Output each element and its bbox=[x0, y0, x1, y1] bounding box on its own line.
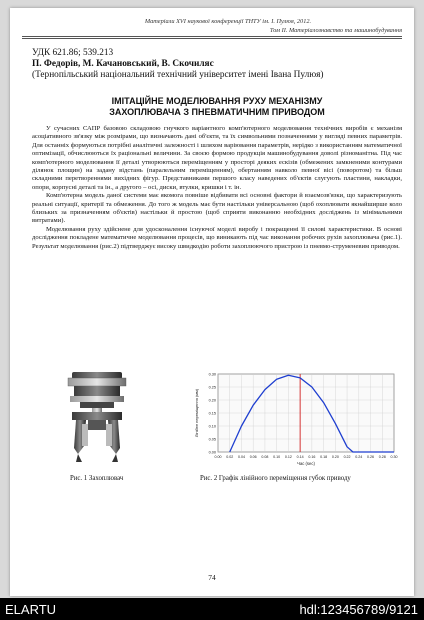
x-tick-label: 0.20 bbox=[331, 455, 339, 459]
plot-area bbox=[194, 372, 398, 466]
paragraph-1: У сучасних САПР базовою складовою гнучкого варіантного комп'ютерного моделювання технічних виробів є механізм асоціативного зв'язку між розмірами, що визначають дані об'єкти, та їх символьними позначеннями у вигляді певних параметрів. Для останніх формуються потрібні аналітичні залежності і шляхом варіювання параметрів, нерідко з використанням математичної оптимізації, обчислюються їх раціональні величини. За своєю формою продукція машинобудування доволі різноманітна. Під час комп'ютерного моделювання її деталі утворюються переміщенням у просторі деяких ескізів (обмежених замкненими контурами ділянок площин) на задану відстань (паралельним переміщенням), обертанням навколо певної вісі (поворотом) та більш складними перетвореннями вихідних фігур. Представниками першого класу наведених об'єктів слугують пластини, накладки, опори, корпусні деталі та ін., а другого – осі, диски, втулки, кришки і т. ін. bbox=[32, 125, 402, 191]
title-line-1: ІМІТАЦІЙНЕ МОДЕЛЮВАННЯ РУХУ МЕХАНІЗМУ bbox=[111, 96, 323, 106]
x-tick-label: 0.28 bbox=[378, 455, 386, 459]
y-tick-label: 0.30 bbox=[208, 372, 216, 377]
y-tick-label: 0.10 bbox=[208, 424, 216, 429]
x-axis-label: Час (sec) bbox=[297, 461, 315, 466]
x-tick-label: 0.22 bbox=[343, 455, 351, 459]
header-rule-thin bbox=[22, 38, 402, 39]
y-tick-label: 0.05 bbox=[208, 437, 216, 442]
page-number: 74 bbox=[208, 573, 216, 582]
x-tick-label: 0.30 bbox=[390, 455, 398, 459]
title-line-2: ЗАХОПЛЮВАЧА З ПНЕВМАТИЧНИМ ПРИВОДОМ bbox=[109, 107, 325, 117]
udk-code: УДК 621.86; 539.213 bbox=[32, 48, 114, 58]
y-tick-label: 0.20 bbox=[208, 398, 216, 403]
gripper-figure bbox=[58, 368, 136, 466]
body-text bbox=[32, 125, 402, 251]
repository-name: ELARTU bbox=[5, 602, 57, 617]
y-tick-label: 0.25 bbox=[208, 385, 216, 390]
figure-1-caption: Рис. 1 Захоплювач bbox=[70, 475, 124, 482]
x-tick-label: 0.04 bbox=[237, 455, 245, 459]
figure-2-caption: Рис. 2 Графік лінійного переміщення губок приводу bbox=[200, 475, 351, 482]
displacement-chart bbox=[188, 368, 402, 470]
x-tick-label: 0.06 bbox=[249, 455, 257, 459]
x-tick-label: 0.08 bbox=[261, 455, 269, 459]
running-header-conference: Матеріали XVI наукової конференції ТНТУ ім. І. Пулюя, 2012. bbox=[144, 18, 312, 25]
repository-footer bbox=[0, 598, 424, 620]
authors: П. Федорів, М. Качановський, В. Скочиляс bbox=[32, 59, 214, 69]
y-tick-label: 0.00 bbox=[208, 450, 216, 455]
x-tick-label: 0.12 bbox=[284, 455, 292, 459]
x-tick-label: 0.24 bbox=[355, 455, 363, 459]
y-axis-label: Лінійне переміщення (мм) bbox=[194, 388, 199, 438]
x-tick-label: 0.16 bbox=[308, 455, 316, 459]
x-tick-label: 0.14 bbox=[296, 455, 304, 459]
paragraph-3: Моделювання руху здійснене для удосконалення існуючої моделі виробу і покращенні її силові характеристики. В основі дослідження покладене математичне моделювання процесів, що виникають під час виконання робочих рухів захоплювача (рис.1). Результат моделювання (рис.2) підтверджує високу швидкодію роботи захоплюючого пристрою із пневмо-струменевим приводом. bbox=[32, 225, 402, 250]
y-tick-label: 0.15 bbox=[208, 411, 216, 416]
paper-title bbox=[32, 96, 402, 118]
paper-page bbox=[10, 8, 414, 596]
running-header-volume: Том ІІ. Матеріалознавство та машинобудування bbox=[269, 27, 402, 34]
x-tick-label: 0.02 bbox=[226, 455, 234, 459]
x-tick-label: 0.18 bbox=[320, 455, 328, 459]
x-tick-label: 0.10 bbox=[273, 455, 281, 459]
affiliation: (Тернопільський національний технічний університет імені Івана Пулюя) bbox=[32, 70, 324, 80]
handle-identifier: hdl:123456789/9121 bbox=[299, 602, 418, 617]
x-tick-label: 0.26 bbox=[367, 455, 375, 459]
x-tick-label: 0.00 bbox=[214, 455, 222, 459]
paragraph-2: Комп'ютерна модель даної системи має якомога повніше відбивати всі основні фактори й взаємозв'язки, що характеризують реальні ситуації, критерії та обмеження. До того ж модель має бути настільки універсальною (щоб охоплювати якнайширше коло близьких за призначенням об'єктів) настільки й простою (щоб сприяти виконанню необхідних досліджень із мінімальними витратами). bbox=[32, 192, 402, 225]
